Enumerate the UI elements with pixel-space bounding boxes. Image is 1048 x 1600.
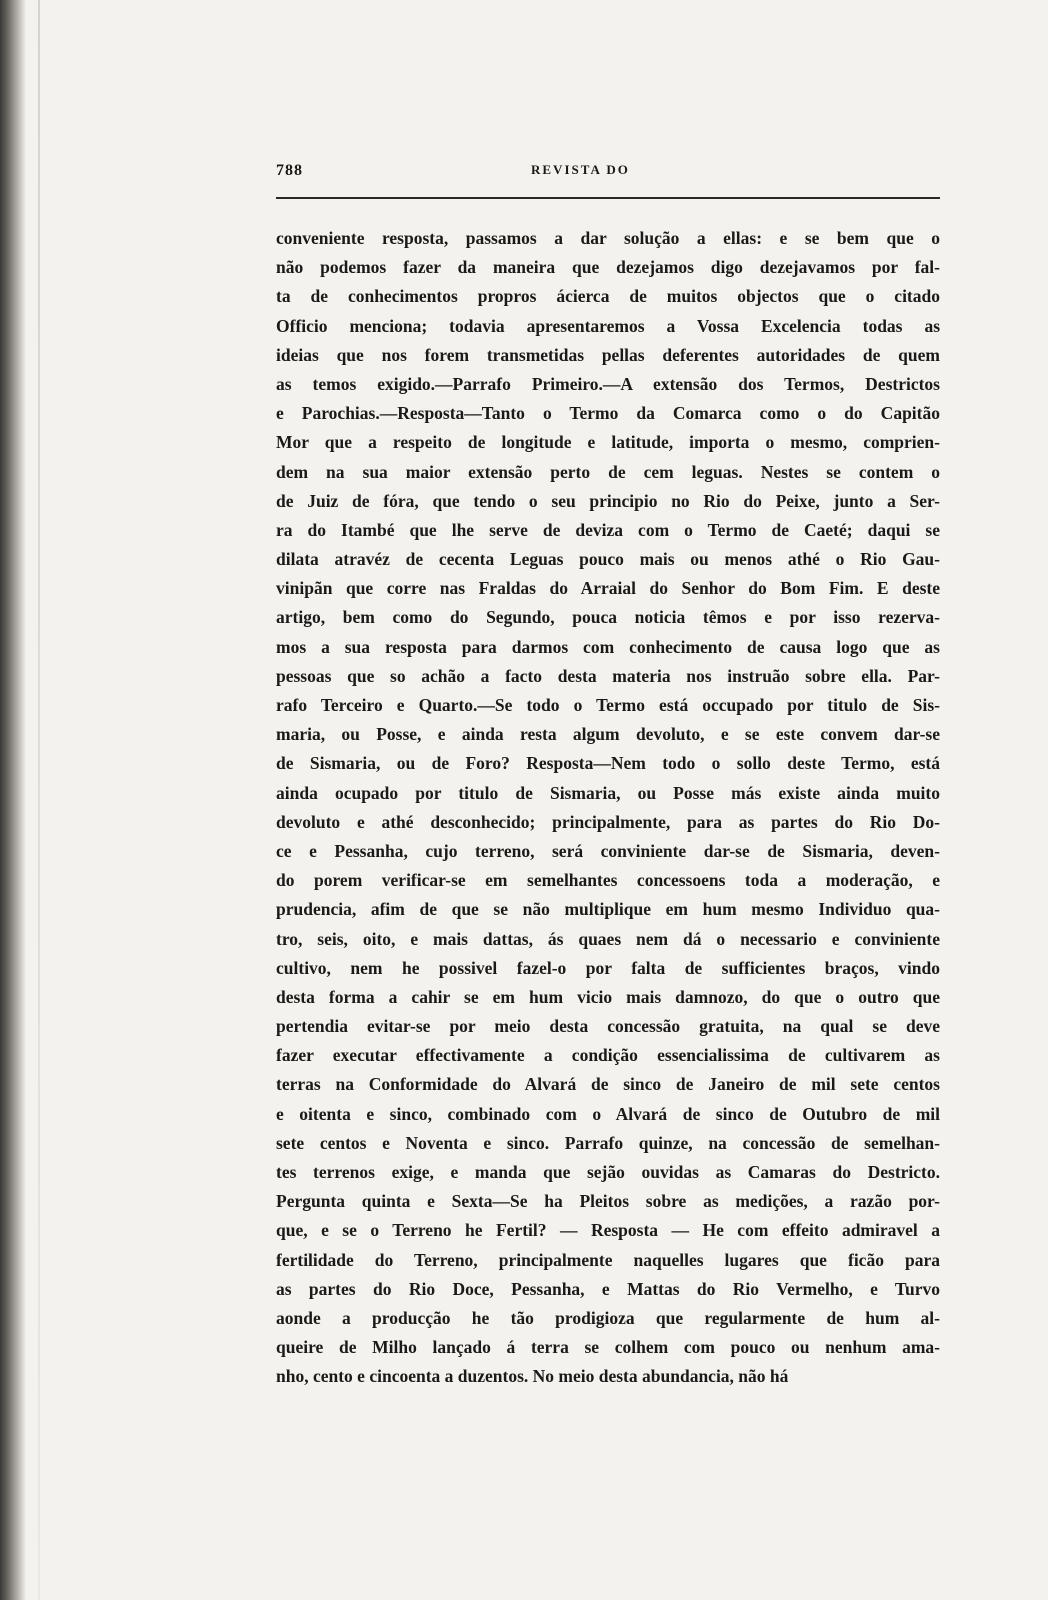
page-number: 788 [276, 162, 303, 179]
text-line: e Parochias.—Resposta—Tanto o Termo da Comarca como o do Capitão [276, 403, 940, 424]
page-header [276, 160, 940, 190]
text-line: do porem verificar-se em semelhantes concessoens toda a moderação, e [276, 870, 940, 891]
text-line: Pergunta quinta e Sexta—Se ha Pleitos sobre as medições, a razão por- [276, 1191, 940, 1212]
text-line: ainda ocupado por titulo de Sismaria, ou Posse más existe ainda muito [276, 782, 940, 803]
text-line: aonde a producção he tão prodigioza que regularmente de hum al- [276, 1307, 940, 1328]
text-line: pertendia evitar-se por meio desta concessão gratuita, na qual se deve [276, 1016, 940, 1037]
text-line: conveniente resposta, passamos a dar solução a ellas: e se bem que o [276, 228, 940, 248]
text-line: terras na Conformidade do Alvará de sinco de Janeiro de mil sete centos [276, 1074, 940, 1095]
text-line: e oitenta e sinco, combinado com o Alvará de sinco de Outubro de mil [276, 1103, 940, 1124]
text-line: fertilidade do Terreno, principalmente naquelles lugares que ficão para [276, 1249, 940, 1270]
text-line: ra do Itambé que lhe serve de deviza com o Termo de Caeté; daqui se [276, 519, 940, 540]
text-line: artigo, bem como do Segundo, pouca noticia têmos e por isso rezerva- [276, 607, 940, 628]
text-line: que, e se o Terreno he Fertil? — Resposta — He com effeito admiravel a [276, 1220, 940, 1241]
text-line: dilata atravéz de cecenta Leguas pouco mais ou menos athé o Rio Gau- [276, 549, 940, 570]
text-line: de Sismaria, ou de Foro? Resposta—Nem todo o sollo deste Termo, está [276, 753, 940, 774]
text-line: ideias que nos forem transmetidas pellas deferentes autoridades de quem [276, 344, 940, 365]
text-line: fazer executar effectivamente a condição essencialissima de cultivarem as [276, 1045, 940, 1066]
header-rule [276, 197, 940, 199]
text-line: nho, cento e cincoenta a duzentos. No meio desta abundancia, não há [276, 1366, 789, 1387]
text-line: Officio menciona; todavia apresentaremos a Vossa Excelencia todas as [276, 315, 940, 336]
text-line: Mor que a respeito de longitude e latitude, importa o mesmo, comprien- [276, 432, 940, 453]
text-line: ce e Pessanha, cujo terreno, será conviniente dar-se de Sismaria, deven- [276, 840, 940, 861]
text-line: tro, seis, oito, e mais dattas, ás quaes nem dá o necessario e conviniente [276, 928, 940, 949]
book-spine-shadow [0, 0, 26, 1600]
text-line: não podemos fazer da maneira que dezejamos digo dezejavamos por fal- [276, 257, 940, 278]
text-line: sete centos e Noventa e sinco. Parrafo quinze, na concessão de semelhan- [276, 1132, 940, 1153]
text-line: cultivo, nem he possivel fazel-o por falta de sufficientes braços, vindo [276, 957, 940, 978]
text-line: rafo Terceiro e Quarto.—Se todo o Termo está occupado por titulo de Sis- [276, 695, 940, 715]
text-line: prudencia, afim de que se não multiplique em hum mesmo Individuo qua- [276, 899, 940, 920]
text-line: devoluto e athé desconhecido; principalmente, para as partes do Rio Do- [276, 811, 940, 832]
text-line: mos a sua resposta para darmos com conhecimento de causa logo que as [276, 636, 940, 657]
running-title: REVISTA DO [531, 162, 630, 177]
text-line: maria, ou Posse, e ainda resta algum devoluto, e se este convem dar-se [276, 724, 940, 745]
text-line: as partes do Rio Doce, Pessanha, e Mattas do Rio Vermelho, e Turvo [276, 1278, 940, 1299]
body-text [276, 224, 940, 1392]
text-line: desta forma a cahir se em hum vicio mais damnozo, do que o outro que [276, 986, 940, 1007]
text-line: tes terrenos exige, e manda que sejão ouvidas as Camaras do Destricto. [276, 1162, 940, 1182]
gutter-line [38, 0, 40, 1600]
text-line: de Juiz de fóra, que tendo o seu principio no Rio do Peixe, junto a Ser- [276, 490, 940, 511]
text-line: vinipãn que corre nas Fraldas do Arraial do Senhor do Bom Fim. E deste [276, 578, 940, 599]
book-page [276, 160, 940, 1387]
text-line: queire de Milho lançado á terra se colhem com pouco ou nenhum ama- [276, 1337, 940, 1358]
text-line: pessoas que so achão a facto desta materia nos instruão sobre ella. Par- [276, 665, 940, 686]
text-line: as temos exigido.—Parrafo Primeiro.—A extensão dos Termos, Destrictos [276, 373, 940, 394]
text-line: dem na sua maior extensão perto de cem leguas. Nestes se contem o [276, 461, 940, 482]
text-line: ta de conhecimentos propros ácierca de muitos objectos que o citado [276, 286, 940, 307]
